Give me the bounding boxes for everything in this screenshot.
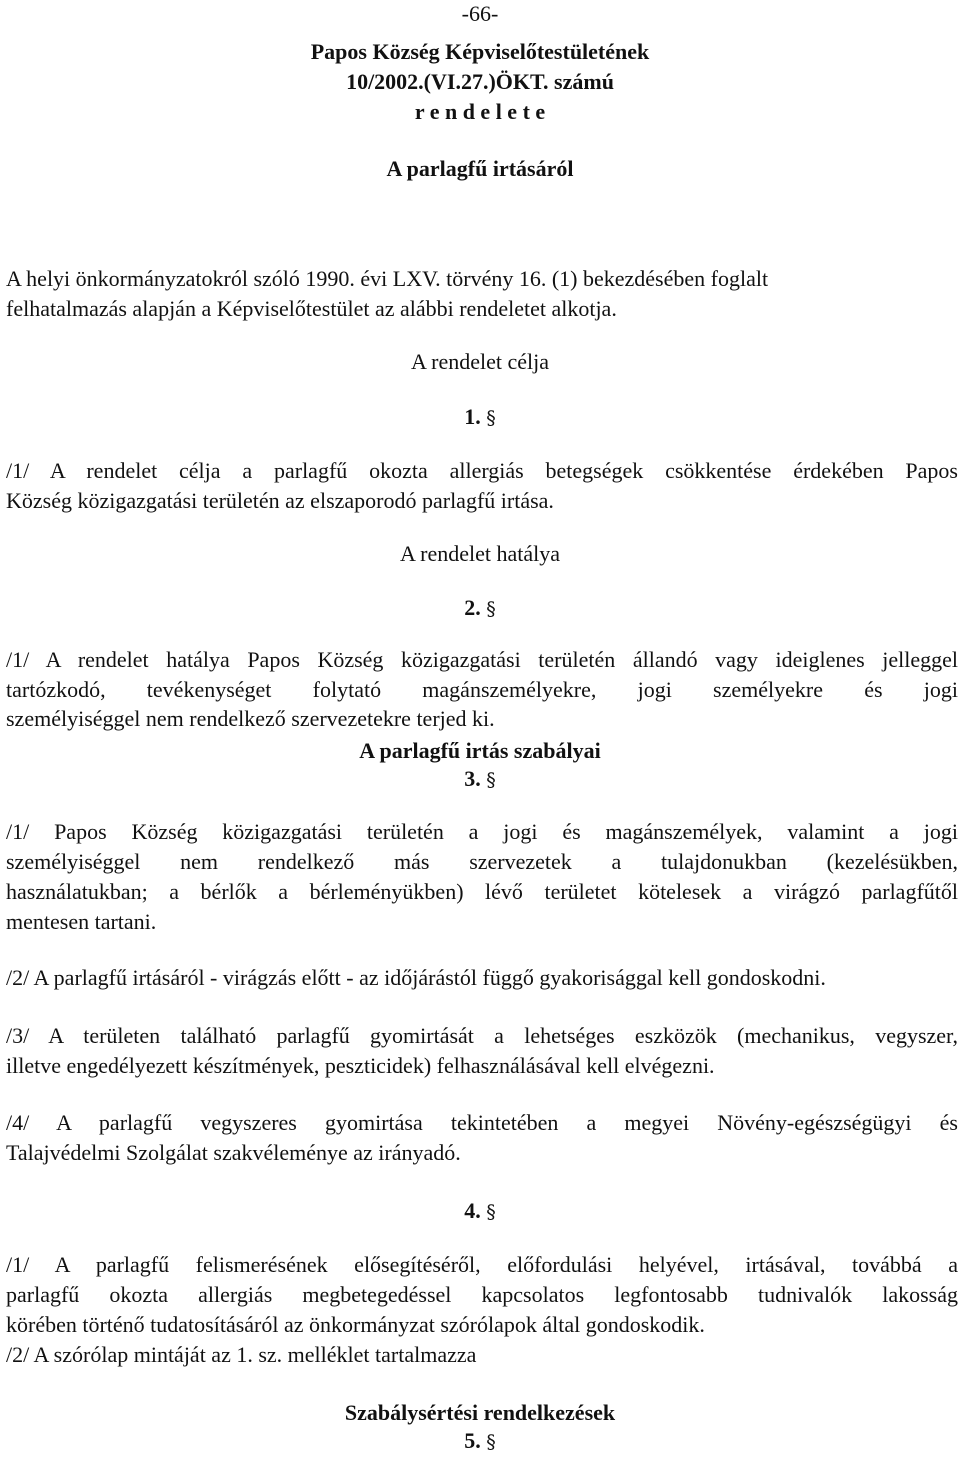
section-3-para-3-line-1: /3/ A területen található parlagfű gyomirtását a lehetséges eszközök (mechanikus, vegyszer, [6,1023,958,1048]
section-3-para-1-line-4: mentesen tartani. [6,909,157,934]
document-title: A parlagfű irtásáról [386,156,574,181]
section-5-heading [0,1429,960,1454]
section-4-para-1-line-3: körében történő tudatosításáról az önkormányzat szórólapok által gondoskodik. [6,1312,705,1337]
section-1-heading [0,405,960,430]
section-sign-icon: § [486,598,496,620]
header-line-3: r e n d e l e t e [414,99,546,124]
page-number: -66- [461,1,499,26]
section-sign-icon: § [486,407,496,429]
section-1-para-line-2: Község közigazgatási területén az elszaporodó parlagfű irtása. [6,488,554,513]
section-4-para-1-line-2: parlagfű okozta allergiás megbetegedéssel kapcsolatos legfontosabb tudnivalók lakosság [6,1282,958,1307]
section-3-para-1-line-2: személyiséggel nem rendelkező más szervezetek a tulajdonukban (kezelésükben, [6,849,958,874]
preamble-line-2: felhatalmazás alapján a Képviselőtestület az alábbi rendeletet alkotja. [6,296,617,321]
section-1-number: 1. [464,404,481,429]
section-3-title: A parlagfű irtás szabályai [359,738,601,763]
section-4-para-2: /2/ A szórólap mintáját az 1. sz. melléklet tartalmazza [6,1342,477,1367]
section-2-para-line-2: tartózkodó, tevékenységet folytató magánszemélyekre, jogi személyekre és jogi [6,677,958,702]
section-3-para-2: /2/ A parlagfű irtásáról - virágzás előtt - az időjárástól függő gyakorisággal kell gondoskodni. [6,965,826,990]
section-1-title: A rendelet célja [410,349,550,374]
section-5-number: 5. [464,1428,481,1453]
section-2-title: A rendelet hatálya [399,541,561,566]
preamble-line-1: A helyi önkormányzatokról szóló 1990. évi LXV. törvény 16. (1) bekezdésében foglalt [6,266,769,291]
header-line-2: 10/2002.(VI.27.)ÖKT. számú [346,69,614,94]
section-4-heading [0,1199,960,1224]
section-sign-icon: § [486,769,496,791]
header-line-1: Papos Község Képviselőtestületének [310,39,650,64]
section-3-para-1-line-3: használatukban; a bérlők a bérleményükben) lévő területet kötelesek a virágzó parlagfűtől [6,879,958,904]
section-2-para-line-3: személyiséggel nem rendelkező szervezetekre terjed ki. [6,706,495,731]
section-4-para-1-line-1: /1/ A parlagfű felismerésének elősegítéséről, előfordulási helyével, irtásával, továbbá a [6,1252,958,1277]
section-3-para-3-line-2: illetve engedélyezett készítmények, peszticidek) felhasználásával kell elvégezni. [6,1053,715,1078]
section-3-para-1-line-1: /1/ Papos Község közigazgatási területén a jogi és magánszemélyek, valamint a jogi [6,819,958,844]
section-sign-icon: § [486,1431,496,1453]
section-4-number: 4. [464,1198,481,1223]
section-3-para-4-line-2: Talajvédelmi Szolgálat szakvéleménye az irányadó. [6,1140,461,1165]
section-5-title: Szabálysértési rendelkezések [344,1400,616,1425]
section-3-para-4-line-1: /4/ A parlagfű vegyszeres gyomirtása tekintetében a megyei Növény-egészségügyi és [6,1110,958,1135]
section-2-number: 2. [464,595,481,620]
section-3-heading [0,767,960,792]
section-sign-icon: § [486,1201,496,1223]
section-2-para-line-1: /1/ A rendelet hatálya Papos Község közigazgatási területén állandó vagy ideiglenes jelleggel [6,647,958,672]
section-2-heading [0,596,960,621]
section-1-para-line-1: /1/ A rendelet célja a parlagfű okozta allergiás betegségek csökkentése érdekében Papos [6,458,958,483]
section-3-number: 3. [464,766,481,791]
